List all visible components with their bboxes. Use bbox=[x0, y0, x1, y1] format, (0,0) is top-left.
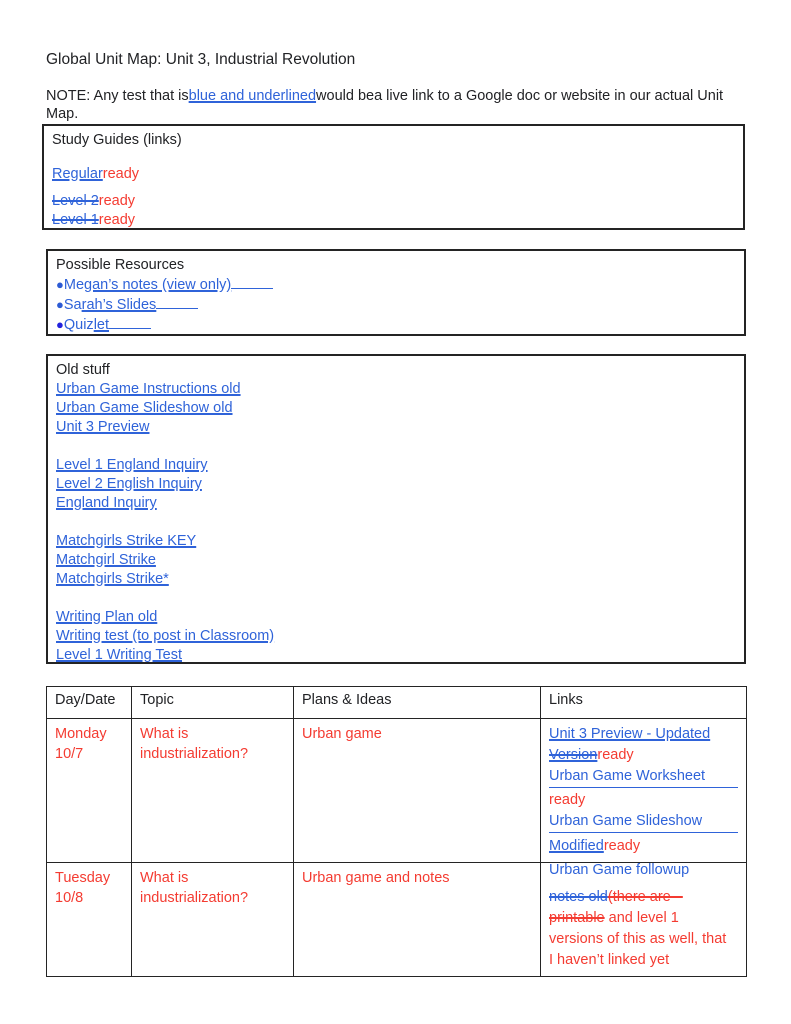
text-run: ready bbox=[549, 792, 586, 808]
links-line bbox=[549, 766, 738, 787]
doc-link[interactable]: Modified bbox=[549, 838, 604, 854]
column-header-day-date: Day/Date bbox=[47, 687, 132, 719]
column-header-links: Links bbox=[541, 687, 747, 719]
old-link-line bbox=[56, 532, 736, 551]
possible-resources-heading: Possible Resources bbox=[56, 257, 185, 273]
old-link-line bbox=[56, 570, 736, 589]
links-line bbox=[549, 860, 738, 881]
column-header-topic: Topic bbox=[132, 687, 294, 719]
topic-cell bbox=[132, 863, 294, 977]
level2-english-inquiry-link[interactable]: Level 2 English Inquiry bbox=[56, 476, 202, 492]
date-text: 10/8 bbox=[55, 890, 84, 906]
study-guides-box bbox=[42, 124, 745, 230]
blank-line bbox=[56, 513, 736, 532]
resource-item bbox=[56, 315, 736, 335]
links-line bbox=[549, 811, 738, 833]
level1-writing-test-link[interactable]: Level 1 Writing Test bbox=[56, 647, 182, 663]
writing-test-classroom-link[interactable]: Writing test (to post in Classroom) bbox=[56, 628, 275, 644]
note-paragraph bbox=[46, 88, 746, 123]
link-text-prefix: Sa bbox=[63, 297, 82, 313]
links-line bbox=[549, 836, 738, 857]
topic-text: What is industrialization? bbox=[140, 726, 249, 762]
text-run: printable bbox=[549, 910, 605, 926]
old-stuff-box bbox=[46, 354, 746, 664]
table-row-tuesday bbox=[47, 863, 747, 977]
doc-link[interactable]: Unit 3 Preview - Updated bbox=[549, 726, 711, 742]
old-link-line bbox=[56, 551, 736, 570]
links-line bbox=[549, 950, 738, 971]
topic-text: What is industrialization? bbox=[140, 870, 249, 906]
topic-cell bbox=[132, 719, 294, 863]
old-stuff-heading: Old stuff bbox=[56, 362, 110, 378]
blank-line bbox=[56, 437, 736, 456]
links-line bbox=[549, 929, 738, 950]
megans-notes-link[interactable]: gan’s notes (view only) bbox=[84, 277, 273, 293]
england-inquiry-link[interactable]: England Inquiry bbox=[56, 495, 157, 511]
resource-item bbox=[56, 295, 736, 315]
urban-game-instructions-old-link[interactable]: Urban Game Instructions old bbox=[56, 381, 241, 397]
table-header-row bbox=[47, 687, 747, 719]
page-title: Global Unit Map: Unit 3, Industrial Revolution bbox=[46, 51, 356, 68]
matchgirl-strike-link[interactable]: Matchgirl Strike bbox=[56, 552, 156, 568]
text-run: ready bbox=[603, 838, 641, 854]
bullet-icon: ● bbox=[56, 277, 64, 292]
level1-england-inquiry-link[interactable]: Level 1 England Inquiry bbox=[56, 457, 208, 473]
column-header-plans-ideas: Plans & Ideas bbox=[294, 687, 541, 719]
old-link-line bbox=[56, 475, 736, 494]
links-cell bbox=[541, 719, 747, 863]
doc-link[interactable]: Version bbox=[549, 747, 598, 763]
link-text-prefix: Me bbox=[63, 277, 85, 293]
doc-link[interactable]: Urban Game Slideshow bbox=[549, 813, 703, 829]
study-guide-item-level1 bbox=[52, 211, 735, 230]
status-text: ready bbox=[102, 166, 140, 182]
plans-cell bbox=[294, 719, 541, 863]
day-date-cell bbox=[47, 863, 132, 977]
note-prefix: NOTE: Any test that is bbox=[46, 88, 189, 104]
unit-schedule-table bbox=[46, 686, 747, 977]
old-link-line bbox=[56, 456, 736, 475]
text-run: (there are bbox=[607, 889, 683, 905]
plans-cell bbox=[294, 863, 541, 977]
status-text: ready bbox=[98, 193, 136, 209]
blank-line bbox=[56, 589, 736, 608]
links-line bbox=[549, 887, 738, 908]
date-text: 10/7 bbox=[55, 746, 84, 762]
doc-link[interactable]: Urban Game followup bbox=[549, 862, 690, 878]
bullet-icon: ● bbox=[56, 317, 64, 332]
text-run: and level 1 bbox=[604, 910, 679, 926]
level2-link[interactable]: Level 2 bbox=[52, 193, 99, 209]
bullet-icon: ● bbox=[56, 297, 64, 312]
study-guides-heading: Study Guides (links) bbox=[52, 132, 182, 148]
old-link-line bbox=[56, 380, 736, 399]
old-link-line bbox=[56, 646, 736, 665]
sarahs-slides-link[interactable]: rah’s Slides bbox=[82, 297, 199, 313]
writing-plan-old-link[interactable]: Writing Plan old bbox=[56, 609, 158, 625]
study-guide-item-level2 bbox=[52, 192, 735, 211]
old-link-line bbox=[56, 418, 736, 437]
doc-link[interactable]: Urban Game Worksheet bbox=[549, 768, 706, 784]
doc-link[interactable]: notes old bbox=[549, 889, 608, 905]
study-guide-item-regular bbox=[52, 165, 735, 184]
links-line bbox=[549, 908, 738, 929]
table-row-monday bbox=[47, 719, 747, 863]
plans-text: Urban game bbox=[302, 726, 382, 742]
text-run: ready bbox=[597, 747, 634, 763]
old-link-line bbox=[56, 399, 736, 418]
matchgirls-strike-key-link[interactable]: Matchgirls Strike KEY bbox=[56, 533, 197, 549]
links-cell bbox=[541, 863, 747, 977]
old-link-line bbox=[56, 627, 736, 646]
links-line bbox=[549, 787, 738, 811]
day-date-cell bbox=[47, 719, 132, 863]
status-text: ready bbox=[98, 212, 136, 228]
unit3-preview-link[interactable]: Unit 3 Preview bbox=[56, 419, 150, 435]
day-text: Monday bbox=[55, 726, 107, 742]
plans-text: Urban game and notes bbox=[302, 870, 450, 886]
day-text: Tuesday bbox=[55, 870, 111, 886]
urban-game-slideshow-old-link[interactable]: Urban Game Slideshow old bbox=[56, 400, 233, 416]
matchgirls-strike-star-link[interactable]: Matchgirls Strike* bbox=[56, 571, 169, 587]
resource-item bbox=[56, 275, 736, 295]
old-link-line bbox=[56, 494, 736, 513]
text-run: I haven’t linked yet bbox=[549, 952, 670, 968]
text-run: versions of this as well, that bbox=[549, 931, 727, 947]
note-suffix: would bea live link to a Google doc or website in our actual Unit Map. bbox=[46, 88, 724, 122]
links-line bbox=[549, 724, 738, 745]
note-inline-link[interactable]: blue and underlined bbox=[188, 88, 317, 104]
links-line bbox=[549, 745, 738, 766]
regular-link[interactable]: Regular bbox=[52, 166, 103, 182]
quizlet-link[interactable]: let bbox=[94, 317, 151, 333]
link-text-prefix: Quiz bbox=[63, 317, 94, 333]
level1-link[interactable]: Level 1 bbox=[52, 212, 99, 228]
possible-resources-box bbox=[46, 249, 746, 336]
old-link-line bbox=[56, 608, 736, 627]
